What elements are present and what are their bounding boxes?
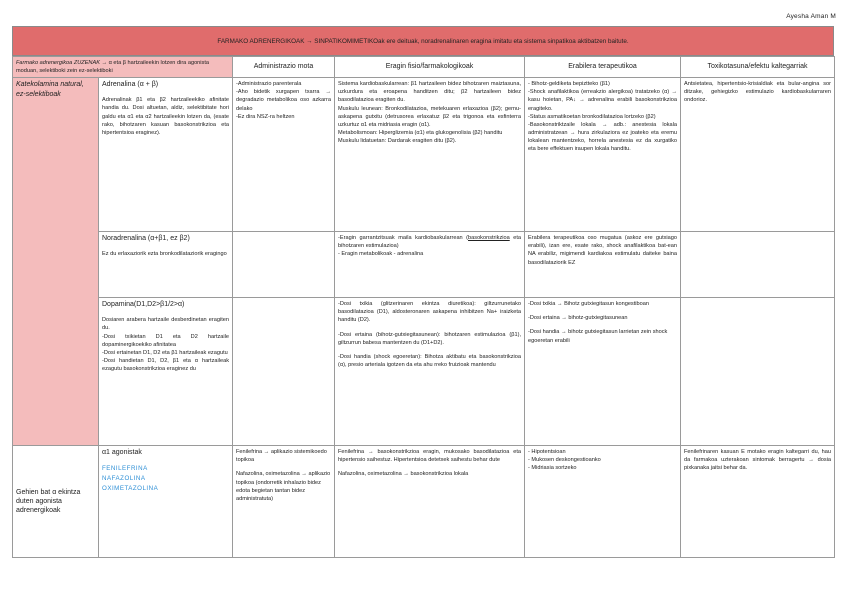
agent-title: Noradrenalina (α+β1, ez β2) [102, 235, 190, 243]
table-row-adrenalina [13, 78, 835, 232]
tox-cell-noradrenalina [681, 232, 835, 298]
tox-cell-alpha1: Fenilefrinaren kasuan E motako eragin kaltegarri du, hau da farmakoa uzterakoan sintomak berragertu → dosia pixkanaka jaitsi behar da. [681, 446, 835, 558]
list-item: -Dosi txikietan D1 eta D2 hartzaile dopaminergikoekiko afinitatea [102, 333, 230, 348]
author-name: Ayesha Aman M [786, 13, 836, 20]
effects-cell-adrenalina [335, 78, 525, 232]
admin-cell-dopamina [233, 298, 335, 446]
list-item: -Dosi txikia (glitzerinaren ekintza diuretikoa): giltzurrunetako basodilatazioa (D1), aldosteronaren askapena inhibitzen Na+ iraizketa handitu (D2). [338, 301, 522, 324]
list-item: -Dosi ertaina (bihotz-gutxiegitasunean): bihotzaren estimulazioa (β1), giltzurrun babesa mantentzen du (D1+D2). [338, 331, 522, 346]
list-item: Fenilefrina → basokonstrikzioa eragin, mukosako basodilatazioa eta hipertensio saihestuz. Hipertentsioa detetxek saihestu behar dute [338, 449, 522, 464]
uses-cell-dopamina [525, 298, 681, 446]
agent-cell-dopamina [99, 298, 233, 446]
header-uses: Erabilera terapeutikoa [525, 57, 681, 78]
header-row [13, 57, 835, 78]
list-item: -Dosi handietan D1, D2, β1 eta α hartzaileak ezagutu basokonstrikzioa eraginez du [102, 357, 230, 373]
page-title-banner: FARMAKO ADRENERGIKOAK → SINPATIKOMIMETIKOak ere deituak, noradrenalinaren eragina imitatu eta sistema sinpatikoa aktibatzen baitute. [12, 26, 834, 56]
admin-cell-alpha1 [233, 446, 335, 558]
admin-cell-noradrenalina [233, 232, 335, 298]
list-item: -Dosi ertaina → bihotz-gutxiegitasunean [528, 315, 628, 322]
agent-description: Adrenalinak β1 eta β2 hartzaileekiko afinitate handia du. Dosi altuetan, aldiz, selektibitate hori galdu eta α1 eta α2 hartzaileekin lotzen da, (esate rako, bihotzaren kasuan basokonstrikzioa eta hipertentsioa eraginez). [102, 97, 230, 136]
list-item: -Dosi handia (shock egoeretan): Bihotza aktibatu eta basokonstrikzioa (α), presio arteriala igotzen da eta ahu rreko fruizioak mantendu [338, 353, 522, 368]
list-item: - Midriasia sortzeko [528, 465, 577, 472]
agent-title: Dopamina(D1,D2>β1/2>α) [102, 301, 185, 309]
agent-cell-alpha1 [99, 446, 233, 558]
list-item: -Shock anafilaktikoa (erreakzio alergikoa) tratatzeko (α) → kasu hoietan, PA↓ → adrenalina erabili basokonstrikzioa eragiteko. [528, 89, 678, 112]
uses-cell-noradrenalina: Erabilera terapeutikoa oso mugatua (askoz ere gutxiago erabili), izan ere, esate rako, shock anafilaktikoa bat-ean NA erabiliz, migimendi kardiakoa estimulatu daiteke baina basodilataziorik EZ [525, 232, 681, 298]
header-admin: Administrazio mota [233, 57, 335, 78]
list-item: -Status asmatikoetan bronkodilatazioa lortzeko (β2) [528, 113, 656, 120]
agent-title: α1 agonistak [102, 449, 142, 457]
table-row-noradrenalina [13, 232, 835, 298]
list-item: - Eragin metabolikoak - adrenalina [338, 251, 424, 258]
drug-name: OXIMETAZOLINA [102, 485, 159, 493]
list-item: Metabolismoan: Hiperglizemia (α1) eta glukogenolisia (β2) handitu [338, 129, 503, 136]
list-item: - Bihotz-geldiketa bepiztteko (β1) [528, 81, 610, 88]
effects-cell-dopamina [335, 298, 525, 446]
list-item: -Ez dira NSZ-ra heltzen [236, 113, 295, 120]
category-cell-alpha-agonists: Gehien bat α ekintza duten agonista adrenergikoak [13, 446, 99, 558]
list-item: -Dosi handia → bihotz gutxiegitasun larrietan zein shock egoeretan erabili [528, 329, 668, 344]
header-toxicity: Toxikotasuna/efektu kaltegarriak [681, 57, 835, 78]
list-item: Muskulu lidatuetan: Dardarak eragiten ditu (β2). [338, 137, 457, 144]
underlined-term: basokonstrikzioa [468, 235, 510, 242]
agent-cell-noradrenalina [99, 232, 233, 298]
admin-cell-adrenalina [233, 78, 335, 232]
tox-cell-adrenalina: Antsietatea, hipertentsio-krisialdiak eta bular-angina sor ditzake, gehiegizko estimulazio kardiobaskularraren ondorioz. [681, 78, 835, 232]
list-item: Dosiaren arabera hartzaile desberdinetan eragiten du. [102, 317, 230, 332]
list-item: -Eragin garrantzitsuak maila kardiobaskularrean (basokonstrikzioa eta bihotzaren estimulazioa) [338, 235, 522, 250]
agent-cell-adrenalina [99, 78, 233, 232]
list-item: -Administrazio parenterala [236, 81, 302, 88]
header-direct-rest: → α eta β hartzaileekin lotzen dira agonista moduan, selektiboki zein ez-selektiboki [16, 60, 209, 75]
header-direct-italic: Farmako adrenergikoa ZUZENAK [16, 60, 100, 66]
list-item: - Hipotentsioan [528, 449, 566, 456]
list-item: - Mukosen deskongestioanko [528, 457, 601, 464]
table-row-alpha1 [13, 446, 835, 558]
list-item: -Aho bidetik xurgapen txarra → degradazio metabolikoa oso azkarra delako [236, 89, 332, 112]
header-direct-agonists [13, 57, 233, 78]
drug-name: FENILEFRINA [102, 465, 148, 473]
list-item: -Dosi ertainetan D1, D2 eta β1 hartzaileak ezagutu [102, 349, 228, 356]
list-item: Nafazolina, oximetazolina → basokonstrikzioa lokala [338, 471, 469, 478]
adrenergic-table [12, 56, 835, 558]
list-item: -Dosi txikia → Bihotz gutxiegitasun kongestiboan [528, 301, 649, 308]
effects-cell-noradrenalina [335, 232, 525, 298]
uses-cell-alpha1 [525, 446, 681, 558]
list-item: Muskulu leunean: Bronkodilatazioa, metekuaren erlaxazioa (β2); gernu-askapena gutxitu (detrusorea erlaxatuz β2 eta trigonoa eta esfinterra uzkurtuz α1 eta midriasia eragin (α1). [338, 105, 522, 128]
uses-cell-adrenalina [525, 78, 681, 232]
tox-cell-dopamina [681, 298, 835, 446]
agent-title: Adrenalina (α + β) [102, 81, 159, 89]
list-item: Fenilefrina → aplikazio sistemikoedo topikoa [236, 449, 327, 464]
effects-cell-alpha1 [335, 446, 525, 558]
drug-name: NAFAZOLINA [102, 475, 146, 483]
list-item: Sistema kardiobaskularrean: β1 hartzaileen bidez bihotzaren maiztasuna, uzkurdura eta eroapena handitzen ditu; β2 hartzaileen bidez basodilatazioa eragiten du. [338, 81, 522, 104]
category-label: Katekolamina natural, ez-selektiboak [16, 81, 84, 98]
list-item: Nafazolina, oximetazolina → aplikazio topikoa (ondorretik inhalazio bidez edota begietan tantan bidez administratuta) [236, 471, 331, 502]
category-cell-catecholamines [13, 78, 99, 446]
header-effects: Eragin fisio/farmakologikoak [335, 57, 525, 78]
table-row-dopamina [13, 298, 835, 446]
agent-description: Ez du erlaxaziorik ezta bronkodilataziorik eragingo [102, 251, 227, 258]
list-item: -Basokonstriktzaile lokala → adb.: anestesia lokala administratzean → hura zirkulaziora ez joateko eta eremu lokalean mantentzeko, horrela anestesia ez da xurgatiko eta bere effektuen iraupen lokala handitu. [528, 121, 678, 153]
